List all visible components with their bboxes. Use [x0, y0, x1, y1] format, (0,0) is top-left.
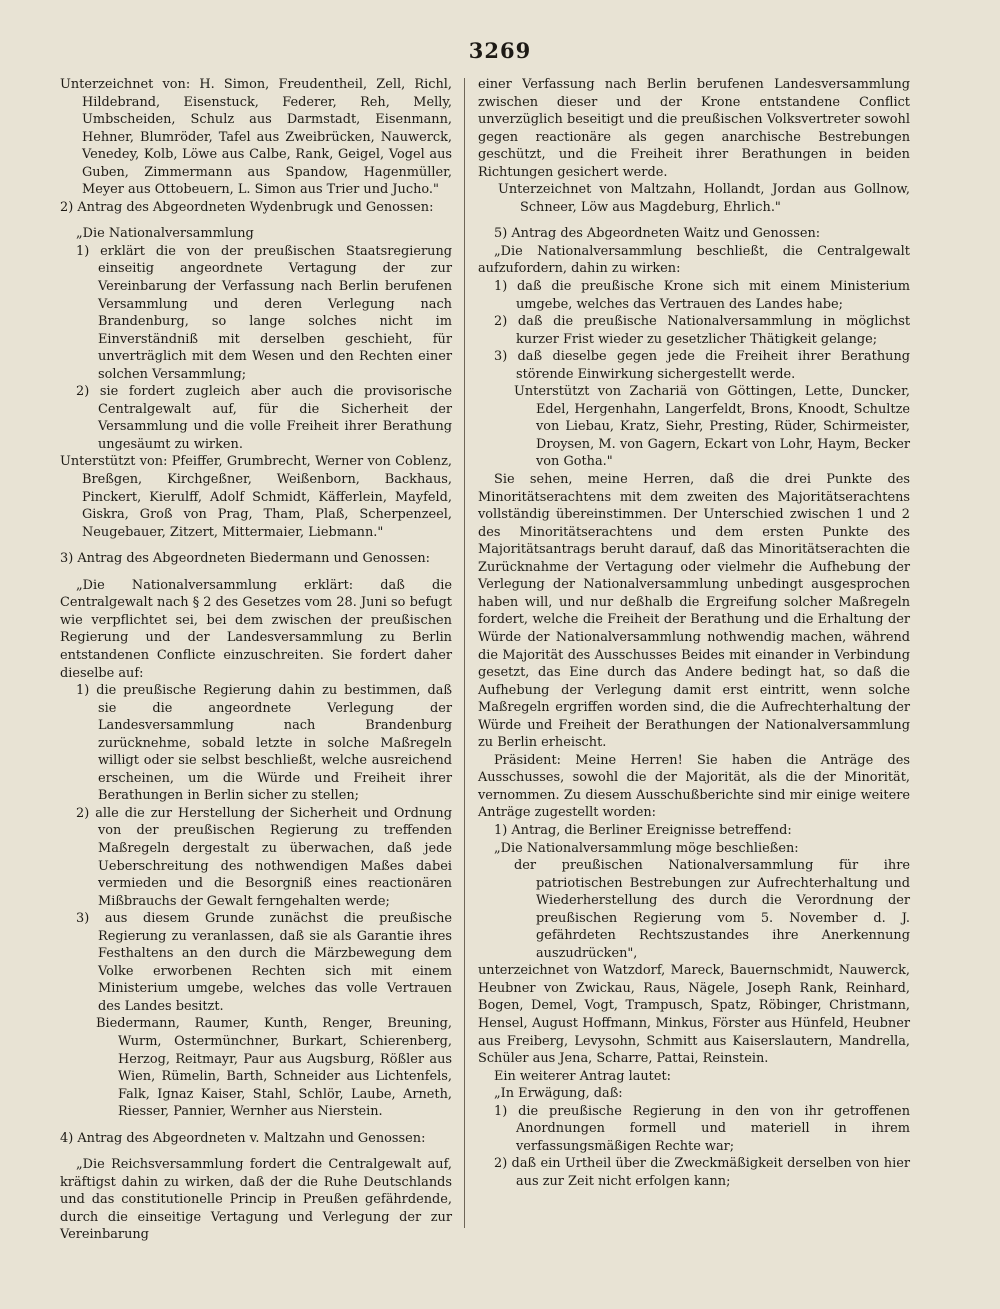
right-column [478, 76, 910, 1190]
paragraph: 1) erklärt die von der preußischen Staatsregierung einseitig angeordnete Vertagung der zur Vereinbarung der Verfassung nach Berlin berufenen Versammlung und deren Verlegung nach Brandenburg, so lange solches nicht im Einverständniß mit derselben geschieht, für unverträglich mit dem Wesen und den Rechten einer solchen Versammlung; [76, 243, 452, 382]
paragraph: Unterzeichnet von: H. Simon, Freudentheil, Zell, Richl, Hildebrand, Eisenstuck, Federer, Reh, Melly, Umbscheiden, Schulz aus Darmstadt, Eisenmann, Hehner, Blumröder, Tafel aus Zweibrücken, Nauwerck, Venedey, Kolb, Löwe aus Calbe, Rank, Geigel, Vogel aus Guben, Zimmermann aus Spandow, Hagenmüller, Meyer aus Ottobeuern, L. Simon aus Trier und Jucho." [60, 77, 452, 198]
paragraph: 2) Antrag des Abgeordneten Wydenbrugk und Genossen: [60, 199, 434, 215]
paragraph: 3) aus diesem Grunde zunächst die preußische Regierung zu veranlassen, daß sie als Garantie ihres Festhaltens an den durch die Märzbewegung dem Volke erworbenen Rechten sich mit einem Ministerium umgebe, welches das volle Vertrauen des Landes besitzt. [76, 911, 452, 1014]
paragraph: Ein weiterer Antrag lautet: [494, 1068, 672, 1084]
paragraph: 2) daß die preußische Nationalversammlung in möglichst kurzer Frist wieder zu gesetzlicher Thätigkeit gelange; [494, 314, 910, 347]
paragraph: „In Erwägung, daß: [494, 1086, 623, 1102]
page-number: 3269 [468, 38, 532, 63]
paragraph: 3) daß dieselbe gegen jede die Freiheit ihrer Berathung störende Einwirkung sichergestellt werde. [494, 349, 910, 382]
paragraph: Unterstützt von Zachariä von Göttingen, Lette, Duncker, Edel, Hergenhahn, Langerfeldt, Brons, Knoodt, Schultze von Liebau, Kratz, Siehr, Presting, Rüder, Schirmeister, Droysen, M. von Gagern, Eckart von Lohr, Haym, Becker von Gotha." [514, 384, 910, 470]
paragraph: einer Verfassung nach Berlin berufenen Landesversammlung zwischen dieser und der Krone entstandene Conflict unverzüglich beseitigt und die preußischen Volksvertreter sowohl gegen reactionäre als gegen anarchische Bestrebungen geschützt, und die Freiheit ihrer Berathungen in beiden Richtungen gesichert werde. [478, 77, 910, 180]
paragraph: unterzeichnet von Watzdorf, Mareck, Bauernschmidt, Nauwerck, Heubner von Zwickau, Raus, Nägele, Joseph Rank, Reinhard, Bogen, Demel, Vogt, Trampusch, Spatz, Röbinger, Christmann, Hensel, August Hoffmann, Minkus, Förster aus Hünfeld, Heubner aus Freiberg, Levysohn, Schmitt aus Kaiserslautern, Mandrella, Schüler aus Jena, Scharre, Pattai, Reinstein. [478, 963, 910, 1067]
paragraph: 5) Antrag des Abgeordneten Waitz und Genossen: [494, 226, 821, 242]
paragraph: 1) die preußische Regierung dahin zu bestimmen, daß sie die angeordnete Verlegung der Landesversammlung nach Brandenburg zurücknehme, sobald letzte in solche Maßregeln willigt oder sie selbst beschließt, welche ausreichend erscheinen, um die Würde und Freiheit ihrer Berathungen in Berlin sicher zu stellen; [76, 683, 452, 804]
paragraph: Sie sehen, meine Herren, daß die drei Punkte des Minoritätserachtens mit dem zweiten des Majoritätserachtens vollständig übereinstimmen. Der Unterschied zwischen 1 und 2 des Minoritätserachtens und dem ersten Punkte des Majoritätsantrags beruht darauf, daß das Minoritätserachten die Zurücknahme der Vertagung oder vielmehr die Aufhebung der Verlegung der Nationalversammlung unbedingt ausgesprochen haben will, und nur deßhalb die Ergreifung solcher Maßregeln fordert, welche die Freiheit der Berathung und die Erhaltung der Würde der Nationalversammlung nothwendig machen, während die Majorität des Ausschusses Beides mit einander in Verbindung gesetzt, das Eine durch das Andere bedingt hat, so daß die Aufhebung der Verlegung damit erst eintritt, wenn solche Maßregeln ergriffen worden sind, die die Aufrechterhaltung der Würde und Freiheit der Berathungen der Nationalversammlung zu Berlin erheischt. [478, 472, 910, 751]
paragraph: „Die Nationalversammlung erklärt: daß die Centralgewalt nach § 2 des Gesetzes vom 28. Juni so befugt wie verpflichtet sei, bei dem zwischen der preußischen Regierung und der Landesversammlung zu Berlin entstandenen Conflicte einzuschreiten. Sie fordert daher dieselbe auf: [60, 577, 452, 681]
paragraph: 3) Antrag des Abgeordneten Biedermann und Genossen: [60, 551, 430, 567]
paragraph: „Die Nationalversammlung [76, 226, 254, 242]
paragraph: 1) die preußische Regierung in den von ihr getroffenen Anordnungen formell und materiell in ihrem verfassungsmäßigen Rechte war; [494, 1103, 910, 1154]
paragraph: „Die Nationalversammlung möge beschließen: [494, 840, 799, 856]
paragraph: der preußischen Nationalversammlung für ihre patriotischen Bestrebungen zur Aufrechterhaltung und Wiederherstellung des durch die Verordnung der preußischen Regierung vom 5. November d. J. gefährdeten Rechtszustandes ihre Anerkennung auszudrücken", [514, 858, 910, 961]
paragraph: Biedermann, Raumer, Kunth, Renger, Breuning, Wurm, Ostermünchner, Burkart, Schierenberg, Herzog, Reitmayr, Paur aus Augsburg, Rößler aus Wien, Rümelin, Barth, Schneider aus Lichtenfels, Falk, Ignaz Kaiser, Stahl, Schlör, Laube, Arneth, Riesser, Pannier, Wernher aus Nierstein. [96, 1016, 452, 1120]
paragraph: 2) alle die zur Herstellung der Sicherheit und Ordnung von der preußischen Regierung zu treffenden Maßregeln dergestalt zu überwachen, daß jede Ueberschreitung des nothwendigen Maßes dabei vermieden und die Besorgniß eines reactionären Mißbrauchs der Gewalt ferngehalten werde; [76, 805, 452, 909]
left-column [60, 76, 452, 1244]
paragraph: 1) daß die preußische Krone sich mit einem Ministerium umgebe, welches das Vertrauen des Landes habe; [494, 279, 910, 312]
paragraph: „Die Reichsversammlung fordert die Centralgewalt auf, kräftigst dahin zu wirken, daß der die Ruhe Deutschlands und das constitutionelle Princip in Preußen gefährdende, durch die einseitige Vertagung und Verlegung der zur Vereinbarung [60, 1157, 452, 1243]
paragraph: 2) daß ein Urtheil über die Zweckmäßigkeit derselben von hier aus zur Zeit nicht erfolgen kann; [494, 1156, 910, 1189]
column-divider [464, 78, 465, 1228]
paragraph: Unterzeichnet von Maltzahn, Hollandt, Jordan aus Gollnow, Schneer, Löw aus Magdeburg, Ehrlich." [498, 182, 910, 215]
paragraph: 1) Antrag, die Berliner Ereignisse betreffend: [494, 822, 792, 838]
paragraph: Präsident: Meine Herren! Sie haben die Anträge des Ausschusses, sowohl die der Majorität, als die der Minorität, vernommen. Zu diesem Ausschußberichte sind mir einige weitere Anträge zugestellt worden: [478, 752, 910, 821]
paragraph: Unterstützt von: Pfeiffer, Grumbrecht, Werner von Coblenz, Breßgen, Kirchgeßner, Weißenborn, Backhaus, Pinckert, Kierulff, Adolf Schmidt, Käfferlein, Mayfeld, Giskra, Groß von Prag, Tham, Plaß, Scherpenzeel, Neugebauer, Zitzert, Mittermaier, Liebmann." [60, 454, 452, 540]
paragraph: „Die Nationalversammlung beschließt, die Centralgewalt aufzufordern, dahin zu wirken: [478, 243, 910, 277]
paragraph: 4) Antrag des Abgeordneten v. Maltzahn und Genossen: [60, 1130, 426, 1146]
paragraph: 2) sie fordert zugleich aber auch die provisorische Centralgewalt auf, für die Sicherheit der Versammlung und die volle Freiheit ihrer Berathung ungesäumt zu wirken. [76, 384, 452, 452]
